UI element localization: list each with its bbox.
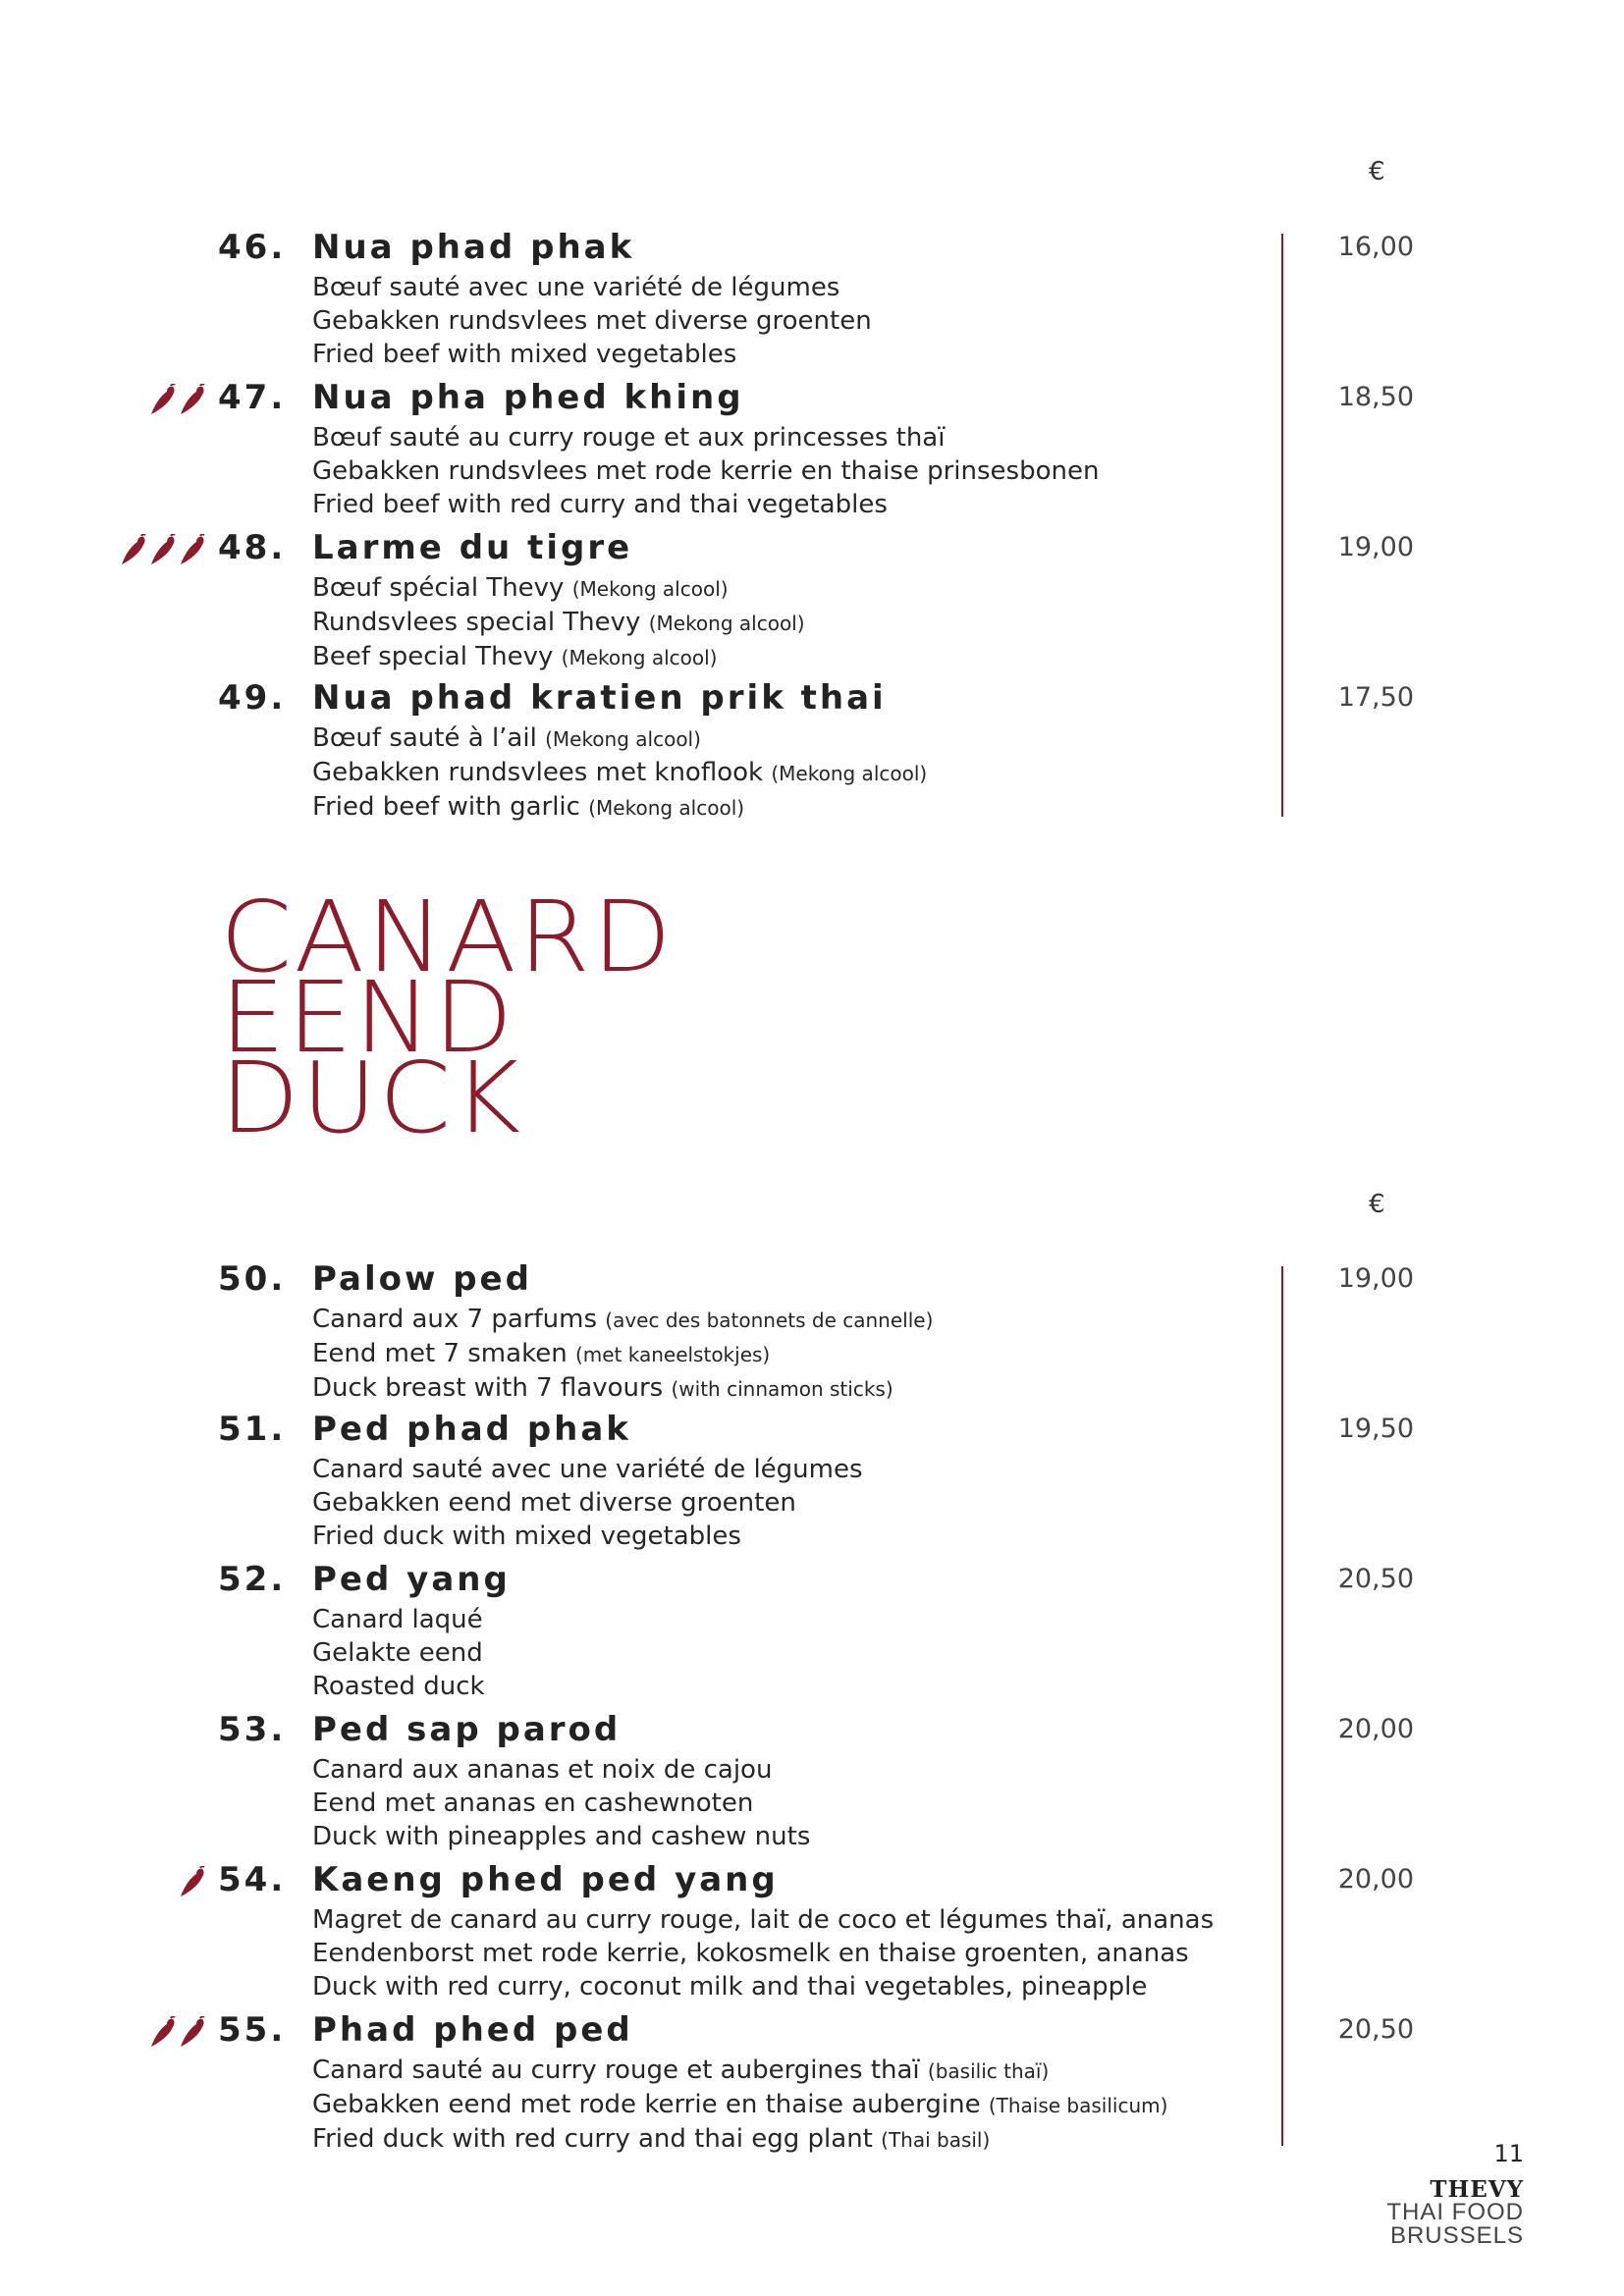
- divider-line-beef: [1281, 234, 1283, 817]
- item-price: 19,00: [1337, 1263, 1414, 1294]
- item-name: Ped yang: [312, 1560, 511, 1599]
- description-note: (Mekong alcool): [561, 646, 718, 669]
- description-text: Roasted duck: [312, 1672, 485, 1701]
- spice-level: [149, 384, 206, 417]
- description-text: Canard sauté avec une variété de légumes: [312, 1455, 863, 1484]
- description-text: Gebakken eend met rode kerrie en thaise aubergine: [312, 2090, 981, 2119]
- item-name: Ped sap parod: [312, 1710, 622, 1749]
- description-text: Gebakken rundsvlees met diverse groenten: [312, 306, 872, 336]
- description-note: (Mekong alcool): [588, 796, 745, 820]
- description-line: [312, 1937, 1214, 1970]
- description-line: [312, 1520, 863, 1553]
- description-line: [312, 756, 927, 790]
- brand-tagline-2: BRUSSELS: [1389, 2222, 1524, 2249]
- description-line: [312, 338, 872, 371]
- item-description: [312, 1903, 1214, 2003]
- spice-level: [149, 2016, 206, 2050]
- description-text: Eend met ananas en cashewnoten: [312, 1789, 754, 1818]
- item-name: Nua pha phed khing: [312, 378, 744, 417]
- item-number: 52.: [218, 1560, 287, 1599]
- item-number: 55.: [218, 2010, 287, 2050]
- heading-line-fr: CANARD: [220, 880, 674, 994]
- item-name: Nua phad kratien prik thai: [312, 678, 887, 718]
- description-note: (met kaneelstokjes): [574, 1343, 771, 1366]
- chili-pepper-icon: [149, 384, 177, 417]
- description-line: [312, 640, 805, 674]
- description-note: (Thai basil): [881, 2128, 991, 2152]
- description-line: [312, 1787, 810, 1820]
- chili-pepper-icon: [179, 384, 206, 417]
- description-line: [312, 1753, 810, 1787]
- description-text: Fried beef with garlic: [312, 792, 580, 822]
- description-line: [312, 421, 1099, 454]
- description-text: Bœuf sauté à l’ail: [312, 723, 537, 753]
- description-text: Beef special Thevy: [312, 642, 554, 671]
- description-note: (Mekong alcool): [571, 577, 729, 601]
- description-line: [312, 1453, 863, 1486]
- item-number: 49.: [218, 678, 287, 718]
- description-line: [312, 790, 927, 825]
- item-description: [312, 2054, 1167, 2157]
- item-description: [312, 1453, 863, 1553]
- chili-pepper-icon: [149, 2016, 177, 2050]
- description-note: (with cinnamon sticks): [671, 1377, 893, 1401]
- item-price: 17,50: [1337, 682, 1414, 713]
- item-price: 20,50: [1337, 2014, 1414, 2045]
- heading-line-en: DUCK: [220, 1041, 523, 1155]
- brand-logo: THEVY: [1430, 2176, 1524, 2203]
- description-text: Fried beef with red curry and thai vegetables: [312, 490, 888, 519]
- description-text: Canard sauté au curry rouge et aubergines thaï: [312, 2056, 920, 2085]
- item-description: [312, 721, 927, 825]
- description-text: Eend met 7 smaken: [312, 1339, 568, 1368]
- description-text: Gebakken rundsvlees met knoflook: [312, 758, 764, 787]
- description-line: [312, 1337, 933, 1371]
- heading-line-nl: EEND: [220, 960, 515, 1075]
- brand-tagline-1: THAI FOOD: [1386, 2199, 1524, 2225]
- description-line: [312, 2088, 1167, 2122]
- item-description: [312, 421, 1099, 521]
- description-text: Gelakte eend: [312, 1638, 483, 1668]
- description-line: [312, 1903, 1214, 1937]
- item-name: Ped phad phak: [312, 1410, 631, 1449]
- item-number: 46.: [218, 228, 287, 267]
- chili-pepper-icon: [120, 534, 147, 567]
- description-text: Rundsvlees special Thevy: [312, 608, 641, 637]
- description-text: Canard aux 7 parfums: [312, 1305, 597, 1334]
- item-description: [312, 1303, 933, 1406]
- description-text: Duck breast with 7 flavours: [312, 1373, 664, 1403]
- description-line: [312, 454, 1099, 488]
- description-line: [312, 606, 805, 640]
- item-description: [312, 1753, 810, 1853]
- divider-line-duck: [1281, 1266, 1283, 2146]
- description-text: Gebakken rundsvlees met rode kerrie en thaise prinsesbonen: [312, 456, 1100, 486]
- description-line: [312, 2054, 1167, 2088]
- description-text: Duck with pineapples and cashew nuts: [312, 1822, 811, 1851]
- description-note: (avec des batonnets de cannelle): [605, 1308, 934, 1332]
- item-name: Phad phed ped: [312, 2010, 633, 2050]
- description-line: [312, 1371, 933, 1406]
- description-line: [312, 304, 872, 338]
- description-line: [312, 1303, 933, 1337]
- item-description: [312, 1603, 485, 1703]
- section-heading-duck: [220, 880, 674, 1155]
- item-number: 53.: [218, 1710, 287, 1749]
- item-price: 19,00: [1337, 532, 1414, 562]
- description-text: Bœuf sauté avec une variété de légumes: [312, 273, 840, 302]
- item-number: 54.: [218, 1860, 287, 1899]
- description-text: Eendenborst met rode kerrie, kokosmelk en thaise groenten, ananas: [312, 1939, 1189, 1968]
- page-footer: [1386, 2140, 1524, 2248]
- chili-pepper-icon: [179, 1866, 206, 1899]
- description-note: (Mekong alcool): [648, 612, 805, 635]
- item-price: 20,00: [1337, 1864, 1414, 1895]
- description-line: [312, 488, 1099, 521]
- item-price: 19,50: [1337, 1414, 1414, 1444]
- description-text: Fried duck with red curry and thai egg plant: [312, 2124, 873, 2154]
- item-name: Kaeng phed ped yang: [312, 1860, 779, 1899]
- item-price: 20,50: [1337, 1564, 1414, 1594]
- description-text: Bœuf spécial Thevy: [312, 573, 565, 603]
- description-text: Fried beef with mixed vegetables: [312, 340, 737, 369]
- chili-pepper-icon: [149, 534, 177, 567]
- description-line: [312, 271, 872, 304]
- item-name: Palow ped: [312, 1259, 532, 1299]
- item-description: [312, 571, 805, 674]
- item-name: Nua phad phak: [312, 228, 635, 267]
- item-number: 50.: [218, 1259, 287, 1299]
- item-number: 47.: [218, 378, 287, 417]
- description-line: [312, 1970, 1214, 2003]
- description-line: [312, 1486, 863, 1520]
- item-number: 51.: [218, 1410, 287, 1449]
- description-line: [312, 2122, 1167, 2157]
- spice-level: [179, 1866, 206, 1899]
- description-line: [312, 1670, 485, 1703]
- currency-symbol-beef: €: [1369, 157, 1385, 187]
- item-price: 20,00: [1337, 1714, 1414, 1744]
- description-text: Bœuf sauté au curry rouge et aux princesses thaï: [312, 423, 946, 453]
- description-line: [312, 1603, 485, 1636]
- description-line: [312, 1636, 485, 1670]
- description-text: Fried duck with mixed vegetables: [312, 1522, 741, 1551]
- description-line: [312, 571, 805, 606]
- description-text: Canard laqué: [312, 1605, 483, 1634]
- description-text: Gebakken eend met diverse groenten: [312, 1488, 796, 1518]
- item-price: 16,00: [1337, 232, 1414, 262]
- chili-pepper-icon: [179, 2016, 206, 2050]
- chili-pepper-icon: [179, 534, 206, 567]
- description-text: Magret de canard au curry rouge, lait de coco et légumes thaï, ananas: [312, 1905, 1215, 1935]
- description-note: (Mekong alcool): [771, 762, 928, 785]
- page-number: 11: [1493, 2140, 1524, 2167]
- item-name: Larme du tigre: [312, 528, 633, 567]
- currency-symbol-duck: €: [1369, 1190, 1385, 1219]
- description-line: [312, 1820, 810, 1853]
- description-line: [312, 721, 927, 756]
- description-note: (Mekong alcool): [545, 727, 701, 751]
- description-note: (Thaise basilicum): [988, 2094, 1168, 2117]
- description-text: Canard aux ananas et noix de cajou: [312, 1755, 773, 1785]
- item-price: 18,50: [1337, 382, 1414, 412]
- spice-level: [120, 534, 206, 567]
- description-text: Duck with red curry, coconut milk and thai vegetables, pineapple: [312, 1972, 1148, 2002]
- description-note: (basilic thaï): [927, 2059, 1050, 2083]
- item-description: [312, 271, 872, 371]
- item-number: 48.: [218, 528, 287, 567]
